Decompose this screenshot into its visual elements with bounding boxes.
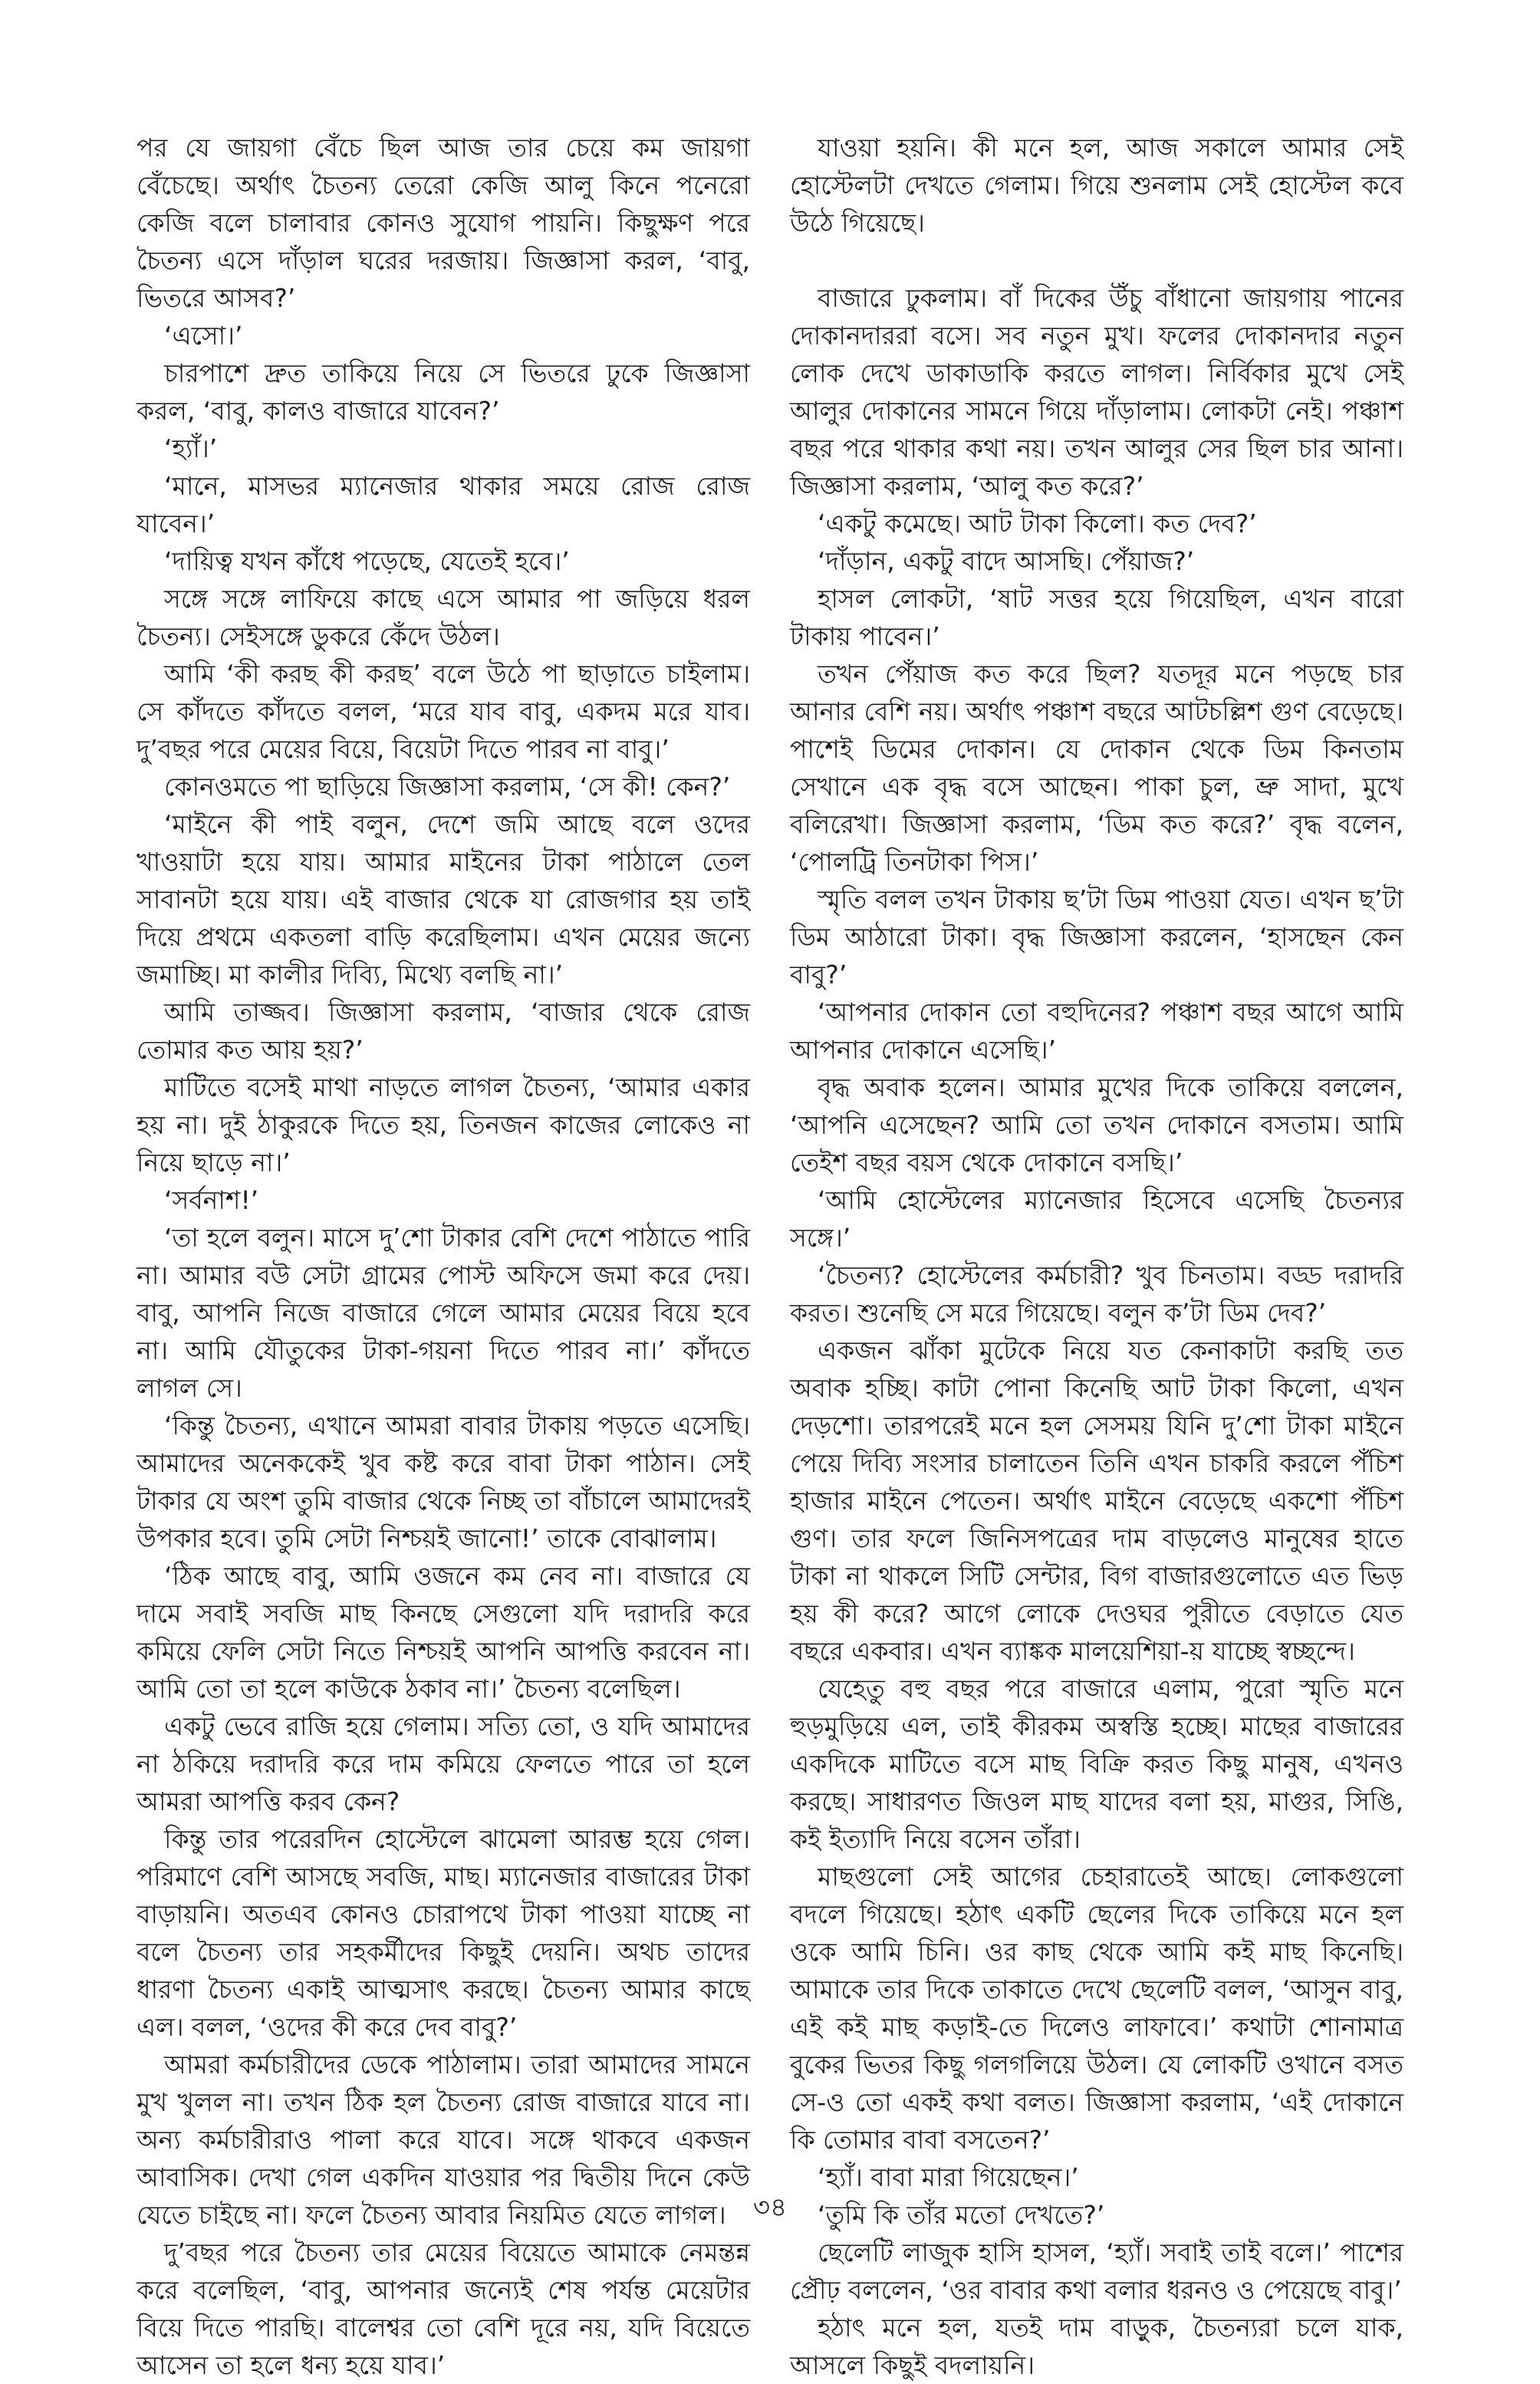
paragraph: ‘তা হলে বলুন। মাসে দু’শো টাকার বেশি দেশে পাঠাতে পারি না। আমার বউ সেটা গ্রামের পোস্ট অফিসে জমা করে দেয়। বাবু, আপনি নিজে বাজারে গেলে আমার মেয়ের বিয়ে হবে না। আমি যৌতুকের টাকা-গয়না দিতে পারব না।’ কাঁদতে লাগল সে। xyxy=(137,1223,750,1403)
paragraph: একটু ভেবে রাজি হয়ে গেলাম। সত্যি তো, ও যদি আমাদের না ঠকিয়ে দরাদরি করে দাম কমিয়ে ফেলতে পারে তা হলে আমরা আপত্তি করব কেন? xyxy=(137,1711,750,1816)
paragraph: ‘দায়িত্ব যখন কাঁধে পড়েছে, যেতেই হবে।’ xyxy=(164,546,570,576)
paragraph: আমি ‘কী করছ কী করছ’ বলে উঠে পা ছাড়াতে চাইলাম। সে কাঁদতে কাঁদতে বলল, ‘মরে যাব বাবু, একদম মরে যাব। দু’বছর পরে মেয়ের বিয়ে, বিয়েটা দিতে পারব না বাবু।’ xyxy=(137,659,750,764)
paragraph: যেহেতু বহু বছর পরে বাজারে এলাম, পুরো স্মৃতি মনে হুড়মুড়িয়ে এল, তাই কীরকম অস্বস্তি হচ্ছে। মাছের বাজারের একদিকে মাটিতে বসে মাছ বিক্রি করত কিছু মানুষ, এখনও করছে। সাধারণত জিওল মাছ যাদের বলা হয়, মাগুর, সিঙি, কই ইত্যাদি নিয়ে বসেন তাঁরা। xyxy=(790,1674,1403,1854)
paragraph: একজন ঝাঁকা মুটেকে নিয়ে যত কেনাকাটা করছি তত অবাক হচ্ছি। কাটা পোনা কিনেছি আট টাকা কিলো, এখন দেড়শো। তারপরেই মনে হল সেসময় যিনি দু’শো টাকা মাইনে পেয়ে দিব্যি সংসার চালাতেন তিনি এখন চাকরি করলে পঁচিশ হাজার মাইনে পেতেন। অর্থাৎ মাইনে বেড়েছে একশো পঁচিশ গুণ। তার ফলে জিনিসপত্রের দাম বাড়লেও মানুষের হাতে টাকা না থাকলে সিটি সেন্টার, বিগ বাজারগুলোতে এত ভিড় হয় কী করে? আগে লোকে দেওঘর পুরীতে বেড়াতে যেত বছরে একবার। এখন ব্যাঙ্কক মালয়েশিয়া-য় যাচ্ছে স্বচ্ছন্দে। xyxy=(790,1335,1403,1666)
paragraph: বাজারে ঢুকলাম। বাঁ দিকের উঁচু বাঁধানো জায়গায় পানের দোকানদাররা বসে। সব নতুন মুখ। ফলের দোকানদার নতুন লোক দেখে ডাকাডাকি করতে লাগল। নির্বিকার মুখে সেই আলুর দোকানের সামনে গিয়ে দাঁড়ালাম। লোকটা নেই। পঞ্চাশ বছর পরে থাকার কথা নয়। তখন আলুর সের ছিল চার আনা। জিজ্ঞাসা করলাম, ‘আলু কত করে?’ xyxy=(790,283,1403,501)
paragraph: মাটিতে বসেই মাথা নাড়তে লাগল চৈতন্য, ‘আমার একার হয় না। দুই ঠাকুরকে দিতে হয়, তিনজন কাজের লোকেও না নিয়ে ছাড়ে না।’ xyxy=(137,1072,750,1177)
paragraph: ‘চৈতন্য? হোস্টেলের কর্মচারী? খুব চিনতাম। বড্ড দরাদরি করত। শুনেছি সে মরে গিয়েছে। বলুন ক’টা ডিম দেব?’ xyxy=(790,1260,1403,1328)
paragraph: আমি তাজ্জব। জিজ্ঞাসা করলাম, ‘বাজার থেকে রোজ তোমার কত আয় হয়?’ xyxy=(137,997,750,1065)
paragraph: ‘হ্যাঁ। বাবা মারা গিয়েছেন।’ xyxy=(818,2162,1079,2192)
page-number: ৩৪ xyxy=(752,2192,788,2223)
paragraph: ‘একটু কমেছে। আট টাকা কিলো। কত দেব?’ xyxy=(818,509,1257,538)
paragraph: আমরা কর্মচারীদের ডেকে পাঠালাম। তারা আমাদের সামনে মুখ খুলল না। তখন ঠিক হল চৈতন্য রোজ বাজারে যাবে না। অন্য কর্মচারীরাও পালা করে যাবে। সঙ্গে থাকবে একজন আবাসিক। দেখা গেল একদিন যাওয়ার পর দ্বিতীয় দিনে কেউ যেতে চাইছে না। ফলে চৈতন্য আবার নিয়মিত যেতে লাগল। xyxy=(137,2050,750,2230)
paragraph: ‘দাঁড়ান, একটু বাদে আসছি। পেঁয়াজ?’ xyxy=(818,546,1195,576)
paragraph: কিন্তু তার পরেরদিন হোস্টেলে ঝামেলা আরম্ভ হয়ে গেল। পরিমাণে বেশি আসছে সবজি, মাছ। ম্যানেজার বাজারের টাকা বাড়ায়নি। অতএব কোনও চোরাপথে টাকা পাওয়া যাচ্ছে না বলে চৈতন্য তার সহকর্মীদের কিছুই দেয়নি। অথচ তাদের ধারণা চৈতন্য একাই আত্মসাৎ করছে। চৈতন্য আমার কাছে এল। বলল, ‘ওদের কী করে দেব বাবু?’ xyxy=(137,1824,750,2042)
paragraph: ‘মানে, মাসভর ম্যানেজার থাকার সময়ে রোজ রোজ যাবেন।’ xyxy=(137,471,750,538)
paragraph: দু’বছর পরে চৈতন্য তার মেয়ের বিয়েতে আমাকে নেমন্তন্ন করে বলেছিল, ‘বাবু, আপনার জন্যেই শেষ পর্যন্ত মেয়েটার বিয়ে দিতে পারছি। বালেশ্বর তো বেশি দূরে নয়, যদি বিয়েতে আসেন তা হলে ধন্য হয়ে যাব।’ xyxy=(137,2237,750,2380)
paragraph: ‘সর্বনাশ!’ xyxy=(164,1185,259,1215)
paragraph: ‘কিন্তু চৈতন্য, এখানে আমরা বাবার টাকায় পড়তে এসেছি। আমাদের অনেককেই খুব কষ্ট করে বাবা টাকা পাঠান। সেই টাকার যে অংশ তুমি বাজার থেকে নিচ্ছ তা বাঁচালে আমাদেরই উপকার হবে। তুমি সেটা নিশ্চয়ই জানো!’ তাকে বোঝালাম। xyxy=(137,1411,750,1553)
paragraph: মাছগুলো সেই আগের চেহারাতেই আছে। লোকগুলো বদলে গিয়েছে। হঠাৎ একটি ছেলের দিকে তাকিয়ে মনে হল ওকে আমি চিনি। ওর কাছ থেকে আমি কই মাছ কিনেছি। আমাকে তার দিকে তাকাতে দেখে ছেলেটি বলল, ‘আসুন বাবু, এই কই মাছ কড়াই-তে দিলেও লাফাবে।’ কথাটা শোনামাত্র বুকের ভিতর কিছু গলগলিয়ে উঠল। যে লোকটি ওখানে বসত সে-ও তো একই কথা বলত। জিজ্ঞাসা করলাম, ‘এই দোকানে কি তোমার বাবা বসতেন?’ xyxy=(790,1862,1403,2155)
paragraph: হঠাৎ মনে হল, যতই দাম বাড়ুক, চৈতন্যরা চলে যাক, আসলে কিছুই বদলায়নি। xyxy=(790,2313,1403,2380)
paragraph: ‘হ্যাঁ।’ xyxy=(164,433,218,463)
paragraph: হাসল লোকটা, ‘ষাট সত্তর হয়ে গিয়েছিল, এখন বারো টাকায় পাবেন।’ xyxy=(790,584,1403,651)
paragraph: চারপাশে দ্রুত তাকিয়ে নিয়ে সে ভিতরে ঢুকে জিজ্ঞাসা করল, ‘বাবু, কালও বাজারে যাবেন?’ xyxy=(137,358,750,426)
left-column xyxy=(137,129,750,2384)
paragraph: কোনওমতে পা ছাড়িয়ে জিজ্ঞাসা করলাম, ‘সে কী! কেন?’ xyxy=(164,772,731,802)
paragraph: ‘ঠিক আছে বাবু, আমি ওজনে কম নেব না। বাজারে যে দামে সবাই সবজি মাছ কিনছে সেগুলো যদি দরাদরি করে কমিয়ে ফেলি সেটা নিতে নিশ্চয়ই আপনি আপত্তি করবেন না। আমি তো তা হলে কাউকে ঠকাব না।’ চৈতন্য বলেছিল। xyxy=(137,1561,750,1704)
paragraph: ‘মাইনে কী পাই বলুন, দেশে জমি আছে বলে ওদের খাওয়াটা হয়ে যায়। আমার মাইনের টাকা পাঠালে তেল সাবানটা হয়ে যায়। এই বাজার থেকে যা রোজগার হয় তাই দিয়ে প্রথমে একতলা বাড়ি করেছিলাম। এখন মেয়ের জন্যে জমাচ্ছি। মা কালীর দিব্যি, মিথ্যে বলছি না।’ xyxy=(137,809,750,989)
paragraph: ‘এসো।’ xyxy=(164,321,243,351)
paragraph: বৃদ্ধ অবাক হলেন। আমার মুখের দিকে তাকিয়ে বললেন, ‘আপনি এসেছেন? আমি তো তখন দোকানে বসতাম। আমি তেইশ বছর বয়স থেকে দোকানে বসছি।’ xyxy=(790,1072,1403,1177)
right-column xyxy=(790,129,1403,2384)
paragraph: সঙ্গে সঙ্গে লাফিয়ে কাছে এসে আমার পা জড়িয়ে ধরল চৈতন্য। সেইসঙ্গে ডুকরে কেঁদে উঠল। xyxy=(137,584,750,651)
paragraph: স্মৃতি বলল তখন টাকায় ছ’টা ডিম পাওয়া যেত। এখন ছ’টা ডিম আঠারো টাকা। বৃদ্ধ জিজ্ঞাসা করলেন, ‘হাসছেন কেন বাবু?’ xyxy=(790,884,1403,989)
paragraph: ‘তুমি কি তাঁর মতো দেখতে?’ xyxy=(818,2200,1105,2230)
paragraph: তখন পেঁয়াজ কত করে ছিল? যতদূর মনে পড়ছে চার আনার বেশি নয়। অর্থাৎ পঞ্চাশ বছরে আটচল্লিশ গুণ বেড়েছে। পাশেই ডিমের দোকান। যে দোকান থেকে ডিম কিনতাম সেখানে এক বৃদ্ধ বসে আছেন। পাকা চুল, ভ্রু সাদা, মুখে বলিরেখা। জিজ্ঞাসা করলাম, ‘ডিম কত করে?’ বৃদ্ধ বলেন, ‘পোলট্রি তিনটাকা পিস।’ xyxy=(790,659,1403,877)
paragraph: ‘আমি হোস্টেলের ম্যানেজার হিসেবে এসেছি চৈতন্যর সঙ্গে।’ xyxy=(790,1185,1403,1253)
paragraph: যাওয়া হয়নি। কী মনে হল, আজ সকালে আমার সেই হোস্টেলটা দেখতে গেলাম। গিয়ে শুনলাম সেই হোস্টেল কবে উঠে গিয়েছে। xyxy=(790,133,1403,238)
paragraph: পর যে জায়গা বেঁচে ছিল আজ তার চেয়ে কম জায়গা বেঁচেছে। অর্থাৎ চৈতন্য তেরো কেজি আলু কিনে পনেরো কেজি বলে চালাবার কোনও সুযোগ পায়নি। কিছুক্ষণ পরে চৈতন্য এসে দাঁড়াল ঘরের দরজায়। জিজ্ঞাসা করল, ‘বাবু, ভিতরে আসব?’ xyxy=(137,133,750,313)
paragraph: ‘আপনার দোকান তো বহুদিনের? পঞ্চাশ বছর আগে আমি আপনার দোকানে এসেছি।’ xyxy=(790,997,1403,1065)
paragraph: ছেলেটি লাজুক হাসি হাসল, ‘হ্যাঁ। সবাই তাই বলে।’ পাশের প্রৌঢ় বললেন, ‘ওর বাবার কথা বলার ধরনও ও পেয়েছে বাবু।’ xyxy=(790,2237,1403,2305)
